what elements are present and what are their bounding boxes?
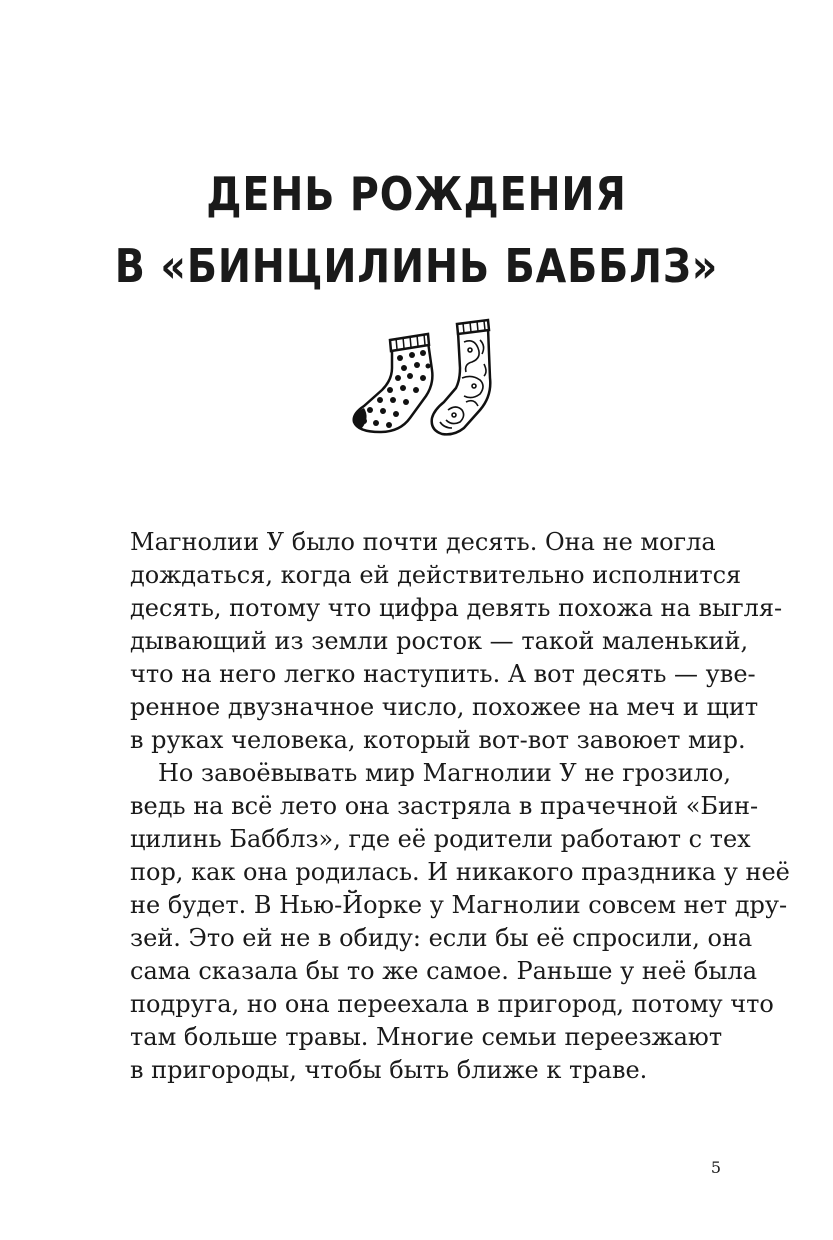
text-line: дождаться, когда ей действительно исполнится [130,561,742,589]
text-line: не будет. В Нью-Йорке у Магнолии совсем нет дру- [130,891,788,919]
paragraph-1 [130,526,783,757]
text-line: пор, как она родилась. И никакого праздника у неё [130,858,790,886]
text-line: Но завоёвывать мир Магнолии У не грозило, [158,759,731,787]
socks-icon [340,318,500,438]
chapter-title-line-1: ДЕНЬ РОЖДЕНИЯ [206,167,627,221]
text-line: ренное двузначное число, похожее на меч и щит [130,693,759,721]
text-line: в руках человека, который вот-вот завоюет мир. [130,726,746,754]
text-line: цилинь Бабблз», где её родители работают с тех [130,825,751,853]
body-text [130,526,790,1087]
chapter-title-line-2: В «БИНЦИЛИНЬ БАББЛЗ» [114,239,719,293]
text-line: в пригороды, чтобы быть ближе к траве. [130,1056,648,1084]
text-line: Магнолии У было почти десять. Она не могла [130,528,716,556]
text-line: сама сказала бы то же самое. Раньше у неё была [130,957,758,985]
text-line: ведь на всё лето она застряла в прачечной «Бин- [130,792,759,820]
polka-dot-sock [354,334,433,432]
patterned-sock [432,320,491,434]
text-line: дывающий из земли росток — такой маленький, [130,627,749,655]
text-line: подруга, но она переехала в пригород, потому что [130,990,774,1018]
paragraph-2 [130,757,790,1087]
text-line: что на него легко наступить. А вот десять — уве- [130,660,756,688]
text-line: десять, потому что цифра девять похожа на выгля- [130,594,783,622]
page-number: 5 [710,1158,721,1177]
chapter-title [58,158,774,302]
text-line: зей. Это ей не в обиду: если бы её спросили, она [130,924,753,952]
text-line: там больше травы. Многие семьи переезжают [130,1023,723,1051]
